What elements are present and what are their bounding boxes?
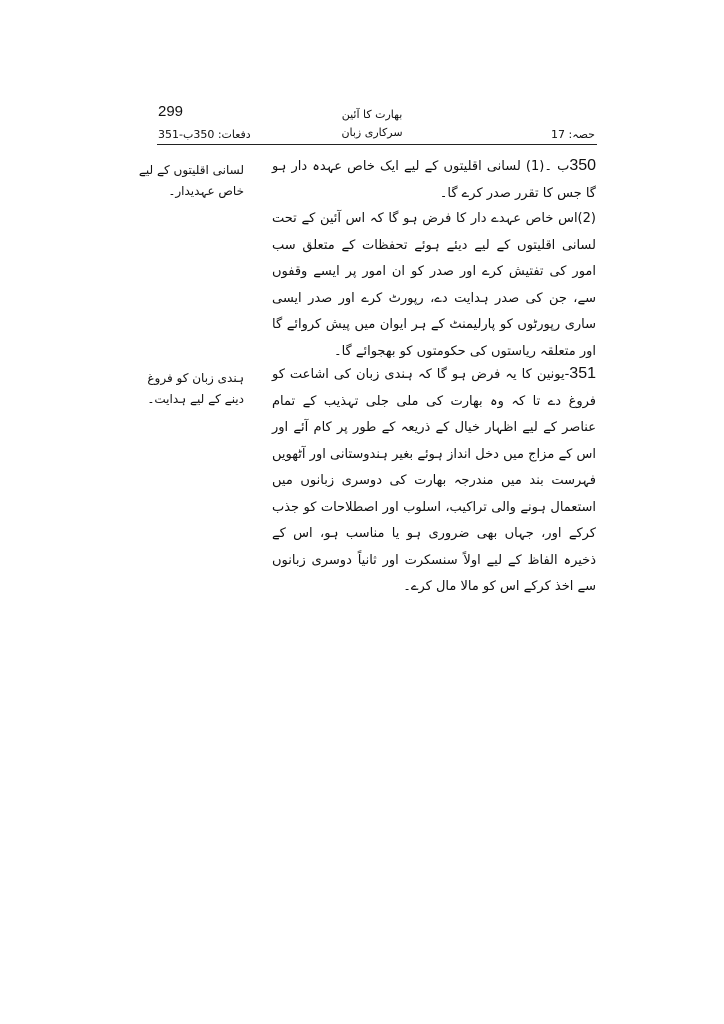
- book-title: بھارت کا آئین: [341, 108, 403, 121]
- page-number: 299: [158, 103, 184, 120]
- sections-range: دفعات: 350ب-351: [158, 128, 251, 141]
- article-text: (2)اس خاص عہدے دار کا فرض ہو گا کہ اس آئین کے تحت لسانی اقلیتوں کے لیے دیئے ہوئے تحفظات کے متعلق سب امور کی تفتیش کرے اور صدر کو ان امور پر ایسے وقفوں سے، جن کی صدر ہدایت دے، رپورٹ کرے اور صدر ایسی ساری رپورٹوں کو پارلیمنٹ کے ہر ایوان میں پیش کروائے گا اور متعلقہ ریاستوں کی حکومتوں کو بھجوائے گا۔: [272, 211, 596, 359]
- header-rule: [157, 144, 597, 145]
- article-text: -یونین کا یہ فرض ہو گا کہ ہندی زبان کی اشاعت کو فروغ دے تا کہ وہ بھارت کی ملی جلی تہذیب کے تمام عناصر کے لیے اظہار خیال کے ذریعہ کے طور پر کام آئے اور اس کے مزاج میں دخل انداز ہوئے بغیر ہندوستانی اور آٹھویں فہرست بند میں مندرجہ بھارت کی دوسری زبانوں میں استعمال ہونے والی تراکیب، اسلوب اور اصطلاحات کو جذب کرکے اور، جہاں بھی ضروری ہو یا مناسب ہو، اس کے ذخیرہ الفاظ کے لیے اولاً سنسکرت اور ثانیاً دوسری زبانوں سے اخذ کرکے اس کو مالا مال کرے۔: [272, 367, 596, 594]
- article-350b-clause-2: [272, 206, 596, 365]
- article-number: 350: [569, 157, 597, 174]
- margin-note-350b: لسانی اقلیتوں کے لیے خاص عہدیدار۔: [138, 163, 244, 198]
- chapter-title: سرکاری زبان: [341, 126, 403, 139]
- part-label: حصہ: 17: [551, 128, 595, 141]
- margin-note-351: ہندی زبان کو فروغ دینے کے لیے ہدایت۔: [147, 371, 244, 406]
- article-351: [272, 361, 596, 601]
- article-350b-clause-1: [272, 153, 596, 207]
- article-text: ب ۔(1) لسانی اقلیتوں کے لیے ایک خاص عہدہ دار ہو گا جس کا تقرر صدر کرے گا۔: [272, 159, 596, 201]
- article-number: 351: [569, 365, 596, 382]
